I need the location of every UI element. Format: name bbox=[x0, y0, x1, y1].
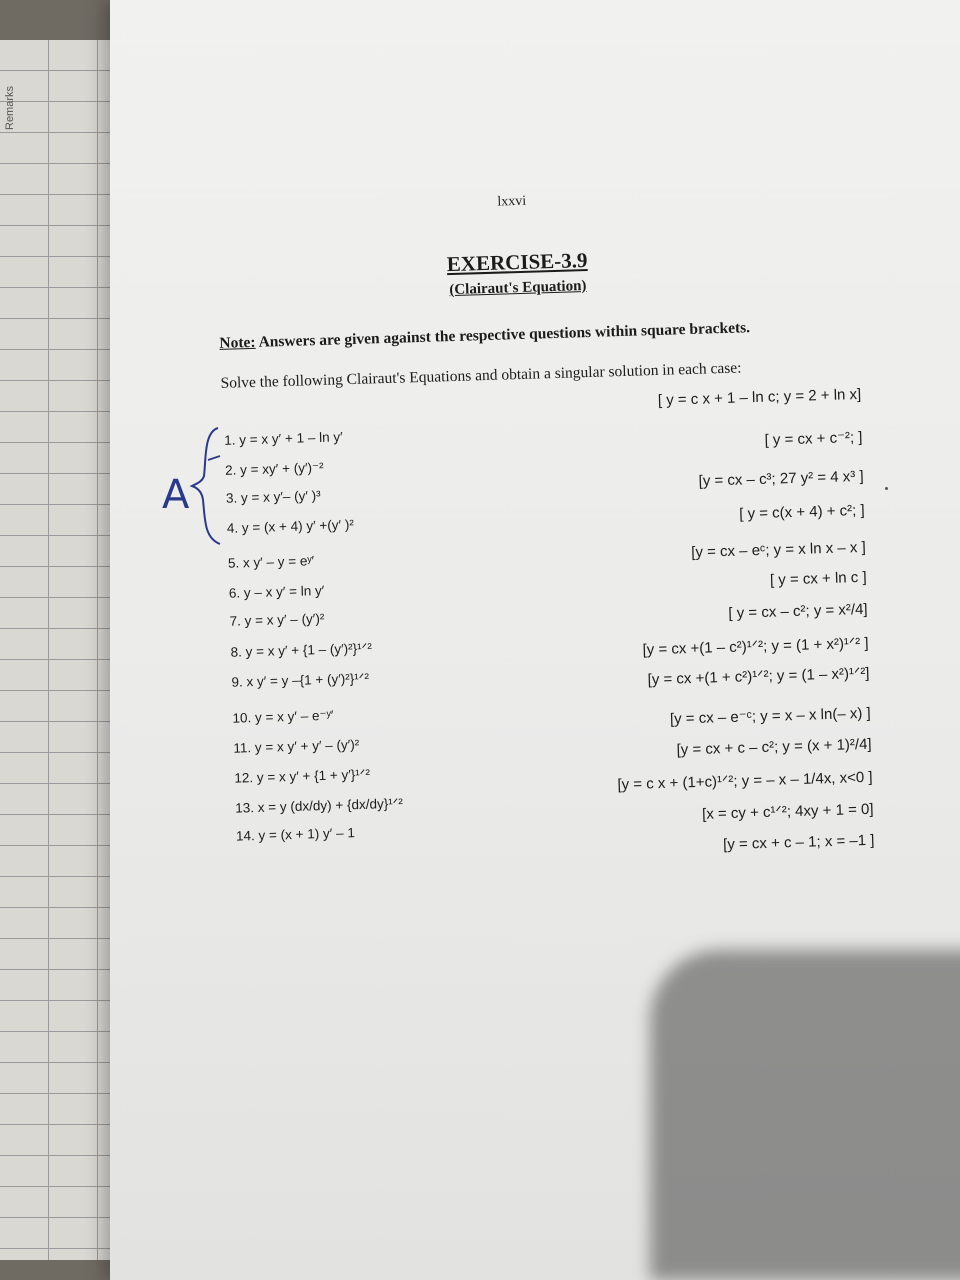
problem-question: 5. x y′ – y = eʸ′ bbox=[227, 553, 315, 571]
problem-answer: [y = cx – e⁻ᶜ; y = x – x ln(– x) ] bbox=[669, 704, 871, 728]
problem-answer: [y = cx +(1 + c²)¹ᐟ²; y = (1 – x²)¹ᐟ²] bbox=[647, 664, 870, 689]
problem-question: 6. y – x y′ = ln y′ bbox=[228, 582, 325, 601]
problem-answer: [ y = cx + c⁻²; ] bbox=[764, 428, 863, 449]
instruction-line: Solve the following Clairaut's Equations and obtain a singular solution in each case: bbox=[220, 359, 742, 392]
exercise-subtitle: (Clairaut's Equation) bbox=[449, 278, 587, 299]
problem-answer: [ y = c x + 1 – ln c; y = 2 + ln x] bbox=[657, 385, 862, 409]
shadow bbox=[650, 950, 960, 1280]
problem-question: 8. y = x y′ + {1 – (y′)²}¹ᐟ² bbox=[230, 640, 373, 660]
problem-question: 9. x y′ = y –{1 + (y′)²}¹ᐟ² bbox=[231, 670, 370, 690]
problem-answer: [x = cy + c¹ᐟ²; 4xy + 1 = 0] bbox=[701, 800, 874, 823]
problem-answer: [y = cx + c – 1; x = –1 ] bbox=[722, 831, 875, 854]
problem-question: 13. x = y (dx/dy) + {dx/dy}¹ᐟ² bbox=[234, 795, 404, 816]
handwritten-bracket-mark bbox=[160, 420, 230, 550]
problem-question: 2. y = xy′ + (y′)⁻² bbox=[224, 459, 324, 478]
problem-question: 7. y = x y′ – (y′)² bbox=[229, 610, 325, 629]
problem-question: 4. y = (x + 4) y′ +(y′ )² bbox=[226, 517, 355, 536]
stray-dot bbox=[885, 487, 888, 490]
problem-answer: [y = cx – eᶜ; y = x ln x – x ] bbox=[691, 538, 866, 562]
problem-answer: [y = c x + (1+c)¹ᐟ²; y = – x – 1/4x, x<0 ] bbox=[617, 768, 873, 794]
problem-answer: [y = cx – c³; 27 y² = 4 x³ ] bbox=[698, 467, 864, 490]
problem-question: 10. y = x y′ – e⁻ʸ′ bbox=[232, 707, 334, 726]
handwritten-letter: A bbox=[162, 472, 190, 518]
problem-question: 11. y = x y′ + y′ – (y′)² bbox=[233, 736, 360, 756]
problem-question: 1. y = x y′ + 1 – ln y′ bbox=[224, 429, 343, 448]
problem-answer: [ y = cx + ln c ] bbox=[769, 568, 867, 589]
page-number: lxxvi bbox=[497, 193, 527, 210]
note-label: Note: bbox=[219, 333, 256, 352]
problem-question: 14. y = (x + 1) y′ – 1 bbox=[235, 825, 356, 844]
grid-sheet-label: Remarks bbox=[4, 85, 16, 130]
problem-question: 3. y = x y′– (y′ )³ bbox=[225, 488, 321, 506]
problem-answer: [ y = cx – c²; y = x²/4] bbox=[728, 600, 868, 622]
note-text: Answers are given against the respective questions within square brackets. bbox=[255, 319, 751, 351]
problem-answer: [y = cx +(1 – c²)¹ᐟ²; y = (1 + x²)¹ᐟ² ] bbox=[642, 634, 869, 659]
exercise-title: EXERCISE-3.9 bbox=[446, 247, 588, 277]
problem-answer: [ y = c(x + 4) + c²; ] bbox=[738, 501, 865, 523]
problem-answer: [y = cx + c – c²; y = (x + 1)²/4] bbox=[676, 735, 872, 759]
problem-question: 12. y = x y′ + {1 + y′}¹ᐟ² bbox=[234, 766, 371, 786]
